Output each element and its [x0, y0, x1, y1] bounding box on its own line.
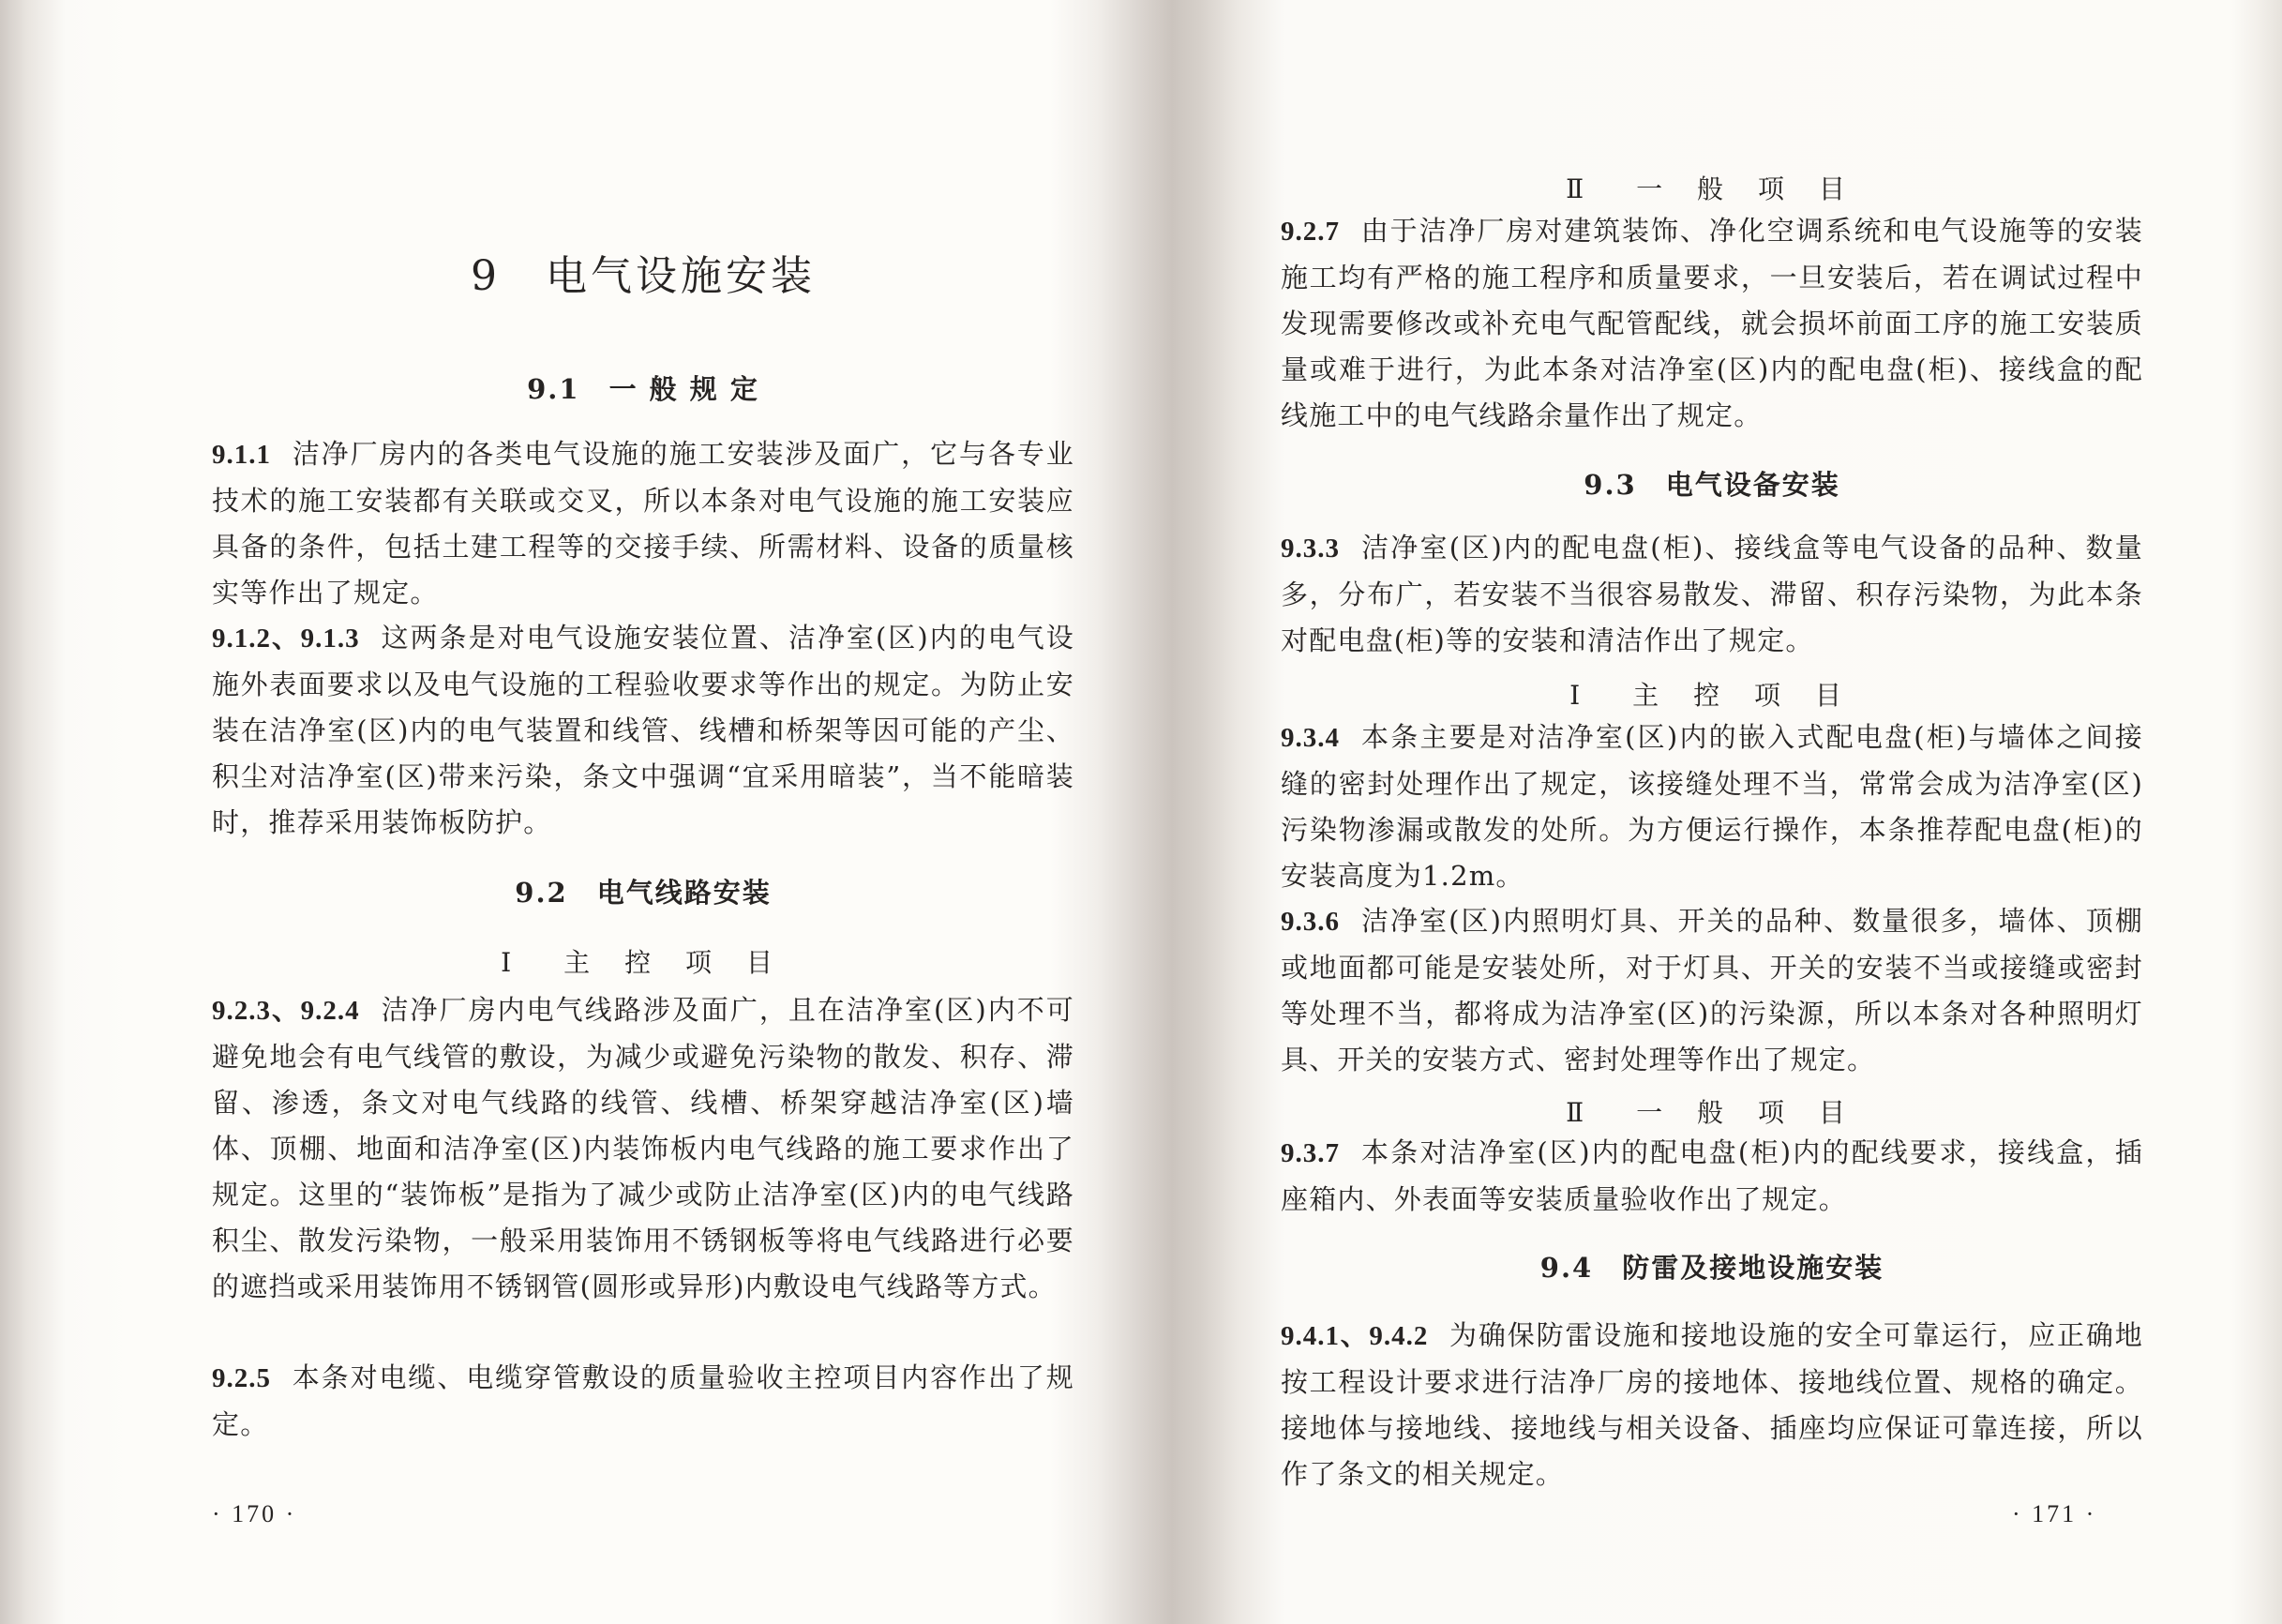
section-title-9-4: 9.4 防雷及接地设施安装: [1539, 1252, 1884, 1284]
clause-number: 9.1.2、9.1.3: [212, 624, 360, 654]
clause-text: 洁净厂房内电气线路涉及面广，且在洁净室(区)内不可避免地会有电气线管的敷设，为减少或避免污染物的散发、积存、滞留、渗透，条文对电气线路的线管、线槽、桥架穿越洁净室(区)墙体、顶棚、地面和洁净室(区)内装饰板内电气线路的施工要求作出了规定。这里的“装饰板”是指为了减少或防止洁净室(区)内的电气线路积尘、散发污染物，一般采用装饰用不锈钢板等将电气线路进行必要的遮挡或采用装饰用不锈钢管(圆形或异形)内敷设电气线路等方式。: [212, 994, 1074, 1302]
page-number: · 171 ·: [2012, 1500, 2097, 1527]
clause-text: 洁净室(区)内的配电盘(柜)、接线盒等电气设备的品种、数量多，分布广，若安装不当很容易散发、滞留、积存污染物，为此本条对配电盘(柜)等的安装和清洁作出了规定。: [1281, 532, 2143, 656]
clause-text: 本条对洁净室(区)内的配电盘(柜)内的配线要求，接线盒，插座箱内、外表面等安装质量验收作出了规定。: [1281, 1136, 2143, 1215]
clause-number: 9.3.3: [1281, 534, 1340, 564]
clause-number: 9.2.7: [1281, 217, 1340, 247]
clause-text: 为确保防雷设施和接地设施的安全可靠运行，应正确地按工程设计要求进行洁净厂房的接地体、接地线位置、规格的确定。接地体与接地线、接地线与相关设备、插座均应保证可靠连接，所以作了条文的相关规定。: [1281, 1319, 2143, 1490]
clause-9-4-1-9-4-2: [1281, 1313, 2143, 1497]
subsection-title-general: Ⅱ 一 般 项 目: [1566, 173, 1858, 204]
clause-number: 9.2.3、9.2.4: [212, 996, 360, 1026]
right-page: [1281, 0, 2143, 1624]
clause-text: 本条对电缆、电缆穿管敷设的质量验收主控项目内容作出了规定。: [212, 1361, 1074, 1440]
clause-9-2-5: [212, 1355, 1074, 1448]
section-title-9-2: 9.2 电气线路安装: [515, 877, 772, 909]
clause-9-2-3-9-2-4: [212, 987, 1074, 1310]
clause-text: 洁净厂房内的各类电气设施的施工安装涉及面广，它与各专业技术的施工安装都有关联或交叉，所以本条对电气设施的施工安装应具备的条件，包括土建工程等的交接手续、所需材料、设备的质量核实等作出了规定。: [212, 438, 1074, 609]
clause-9-3-7: [1281, 1130, 2143, 1223]
section-title-9-3: 9.3 电气设备安装: [1584, 469, 1840, 501]
clause-number: 9.3.4: [1281, 723, 1340, 753]
clause-text: 本条主要是对洁净室(区)内的嵌入式配电盘(柜)与墙体之间接缝的密封处理作出了规定，该接缝处理不当，常常会成为洁净室(区)污染物渗漏或散发的处所。为方便运行操作，本条推荐配电盘(柜)的安装高度为1.2m。: [1281, 721, 2143, 892]
clause-number: 9.3.6: [1281, 907, 1340, 937]
clause-9-3-4: [1281, 714, 2143, 899]
subsection-title-general: Ⅱ 一 般 项 目: [1566, 1097, 1858, 1128]
clause-9-3-3: [1281, 525, 2143, 664]
page-number: · 170 ·: [212, 1500, 297, 1527]
clause-text: 洁净室(区)内照明灯具、开关的品种、数量很多，墙体、顶棚或地面都可能是安装处所，对于灯具、开关的安装不当或接缝或密封等处理不当，都将成为洁净室(区)的污染源，所以本条对各种照明灯具、开关的安装方式、密封处理等作出了规定。: [1281, 905, 2143, 1075]
clause-number: 9.4.1、9.4.2: [1281, 1321, 1429, 1351]
clause-text: 这两条是对电气设施安装位置、洁净室(区)内的电气设施外表面要求以及电气设施的工程验收要求等作出的规定。为防止安装在洁净室(区)内的电气装置和线管、线槽和桥架等因可能的产尘、积尘对洁净室(区)带来污染，条文中强调“宜采用暗装”，当不能暗装时，推荐采用装饰板防护。: [212, 622, 1074, 838]
clause-9-3-6: [1281, 898, 2143, 1083]
subsection-title-main-control: Ⅰ 主 控 项 目: [1569, 680, 1854, 711]
clause-text: 由于洁净厂房对建筑装饰、净化空调系统和电气设施等的安装施工均有严格的施工程序和质量要求，一旦安装后，若在调试过程中发现需要修改或补充电气配管配线，就会损坏前面工序的施工安装质量或难于进行，为此本条对洁净室(区)内的配电盘(柜)、接线盒的配线施工中的电气线路余量作出了规定。: [1281, 215, 2143, 431]
clause-number: 9.2.5: [212, 1363, 271, 1393]
clause-9-1-1: [212, 431, 1074, 616]
left-page: [212, 0, 1074, 1624]
clause-number: 9.1.1: [212, 440, 271, 470]
clause-number: 9.3.7: [1281, 1138, 1340, 1168]
subsection-title-main-control: Ⅰ 主 控 项 目: [501, 947, 786, 978]
chapter-title: 9 电气设施安装: [471, 252, 816, 300]
section-title-9-1: 9.1 一 般 规 定: [527, 373, 759, 405]
clause-9-2-7: [1281, 208, 2143, 439]
clause-9-1-2-9-1-3: [212, 615, 1074, 846]
